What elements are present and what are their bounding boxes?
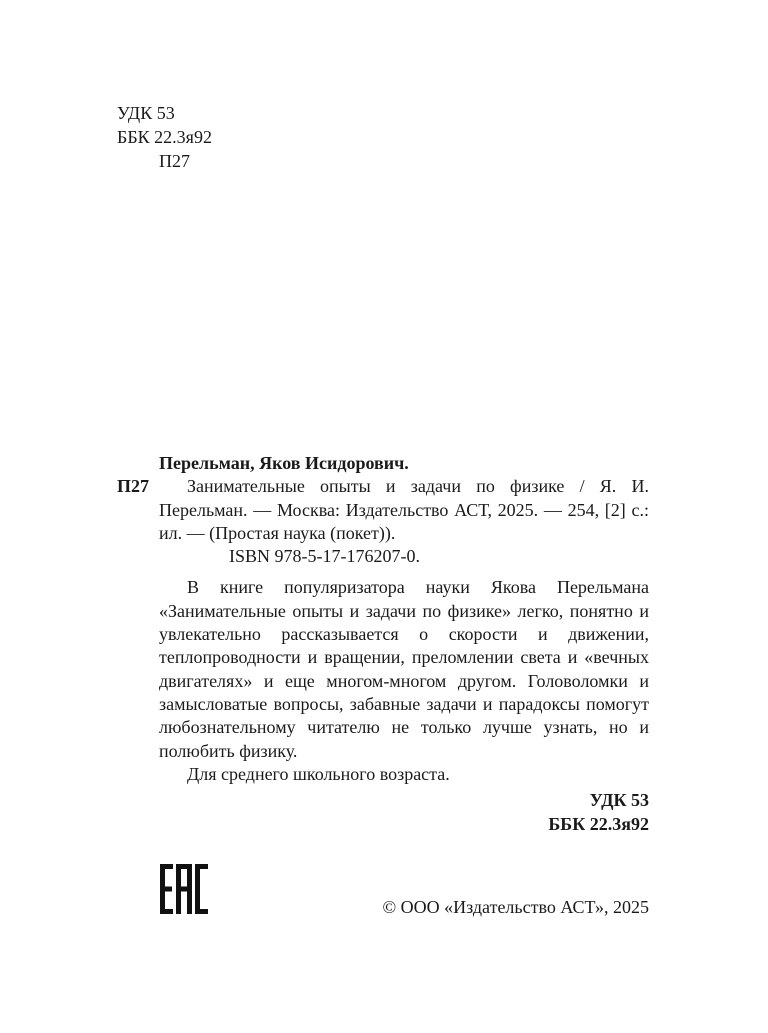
catalog-age-note: Для среднего школьного возраста. <box>187 763 450 784</box>
catalog-bbk-code: ББК 22.3я92 <box>548 814 649 835</box>
eac-conformity-mark-icon <box>160 864 208 914</box>
top-classification-codes <box>117 101 212 173</box>
catalog-author-heading: Перельман, Яков Исидорович. <box>159 453 409 473</box>
catalog-author-mark: П27 <box>117 476 150 497</box>
catalog-record <box>117 452 649 836</box>
catalog-isbn: ISBN 978-5-17-176207-0. <box>229 546 420 567</box>
udk-code: УДК 53 <box>117 103 175 123</box>
catalog-annotation: В книге популяризатора науки Якова Перельмана «Занимательные опыты и задачи по физике» легко, понятно и увлекательно рассказывается о скорости и движении, теплопроводности и вращении, преломлении света и «вечных двигателях» и еще многом-многом другом. Головоломки и замысловатые вопросы, забавные задачи и парадоксы помогут любознательному читателю не только лучше узнать, но и полюбить физику. <box>159 577 649 761</box>
bbk-code: ББК 22.3я92 <box>117 127 212 147</box>
author-mark: П27 <box>159 151 190 171</box>
catalog-entry <box>117 475 649 568</box>
catalog-description: Занимательные опыты и задачи по физике / Я. И. Перельман. — Москва: Издательство АСТ, 2025. — 254, [2] с.: ил. — (Простая наука (покет)). <box>159 476 649 543</box>
catalog-udk-code: УДК 53 <box>589 790 649 811</box>
catalog-bottom-codes <box>117 788 649 836</box>
copyright-line: © ООО «Издательство АСТ», 2025 <box>382 897 649 917</box>
